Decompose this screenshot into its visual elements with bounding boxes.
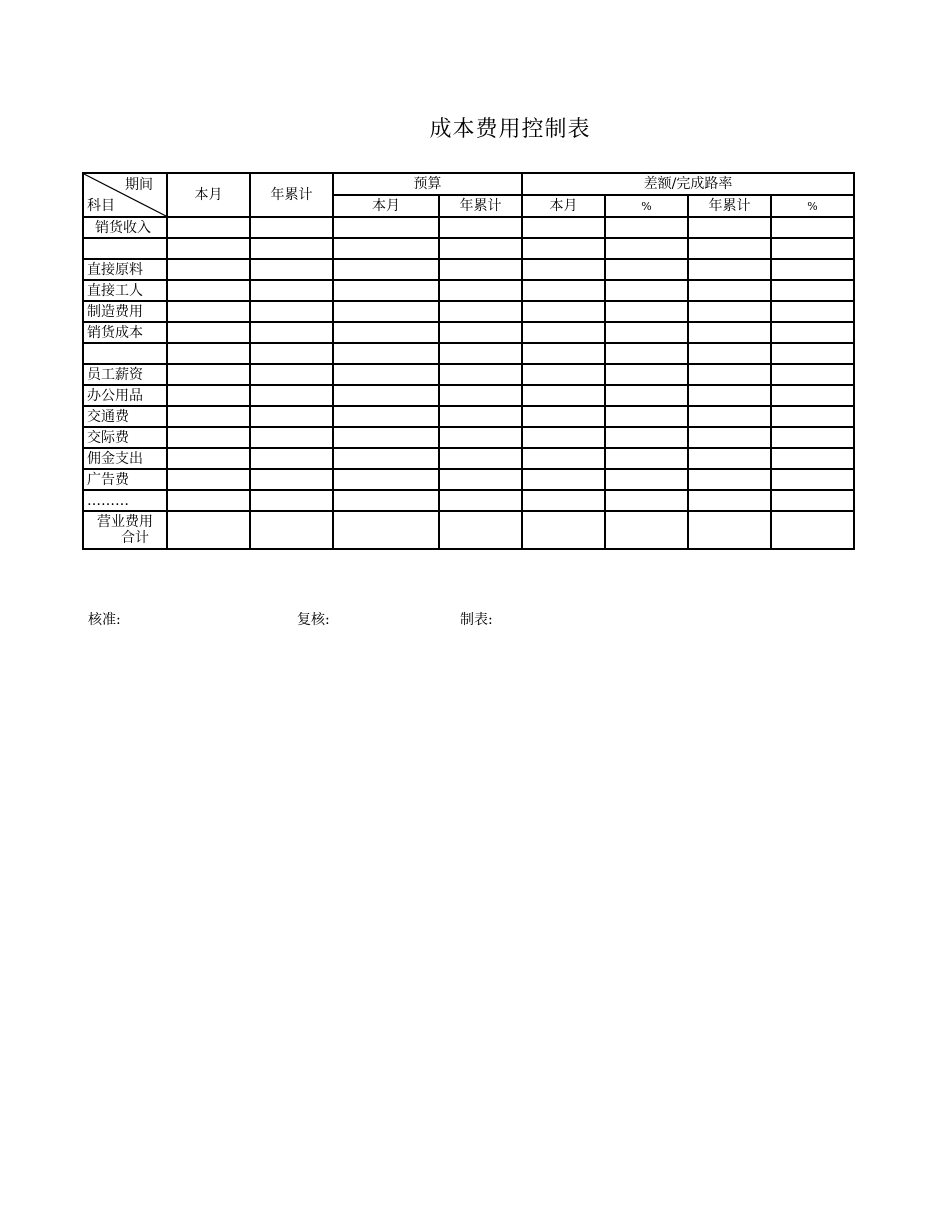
- table-cell[interactable]: [250, 448, 333, 469]
- table-cell[interactable]: [771, 280, 854, 301]
- table-cell[interactable]: [333, 406, 439, 427]
- row-label: ………: [83, 490, 167, 511]
- table-cell[interactable]: [688, 427, 771, 448]
- row-label: 销货收入: [83, 217, 167, 238]
- review-label: 复核:: [297, 612, 330, 628]
- table-cell[interactable]: [439, 490, 522, 511]
- table-cell[interactable]: [688, 280, 771, 301]
- table-cell[interactable]: [688, 301, 771, 322]
- table-body: [83, 217, 854, 511]
- table-cell[interactable]: [605, 385, 688, 406]
- table-cell[interactable]: [771, 385, 854, 406]
- table-cell[interactable]: [250, 406, 333, 427]
- table-cell[interactable]: [439, 406, 522, 427]
- table-cell[interactable]: [439, 343, 522, 364]
- table-cell[interactable]: [439, 448, 522, 469]
- table-cell[interactable]: [439, 427, 522, 448]
- table-cell[interactable]: [333, 238, 439, 259]
- table-cell[interactable]: [333, 343, 439, 364]
- table-cell[interactable]: [167, 364, 250, 385]
- table-cell[interactable]: [605, 427, 688, 448]
- table-row: [83, 322, 854, 343]
- table-cell[interactable]: [522, 343, 605, 364]
- row-label: 交通费: [83, 406, 167, 427]
- table-cell[interactable]: [250, 322, 333, 343]
- table-row: [83, 427, 854, 448]
- table-cell[interactable]: [522, 406, 605, 427]
- row-label: 广告费: [83, 469, 167, 490]
- table-row: [83, 238, 854, 259]
- table-cell[interactable]: [439, 511, 522, 549]
- table-cell[interactable]: [771, 322, 854, 343]
- table-cell[interactable]: [522, 217, 605, 238]
- table-cell[interactable]: [333, 322, 439, 343]
- table-cell[interactable]: [439, 322, 522, 343]
- table-cell[interactable]: [522, 322, 605, 343]
- table-cell[interactable]: [250, 259, 333, 280]
- table-cell[interactable]: [522, 448, 605, 469]
- period-label: 期间: [125, 177, 153, 193]
- table-cell[interactable]: [439, 217, 522, 238]
- table-cell[interactable]: [250, 364, 333, 385]
- table-cell[interactable]: [333, 490, 439, 511]
- table-cell[interactable]: [250, 280, 333, 301]
- table-cell[interactable]: [167, 469, 250, 490]
- table-cell[interactable]: [522, 469, 605, 490]
- table-row: [83, 259, 854, 280]
- table-cell[interactable]: [688, 406, 771, 427]
- table-cell[interactable]: [522, 238, 605, 259]
- table-cell[interactable]: [522, 301, 605, 322]
- table-cell[interactable]: [167, 490, 250, 511]
- table-cell[interactable]: [167, 448, 250, 469]
- table-cell[interactable]: [771, 490, 854, 511]
- table-cell[interactable]: [439, 385, 522, 406]
- table-cell[interactable]: [250, 469, 333, 490]
- table-cell[interactable]: [167, 406, 250, 427]
- table-cell[interactable]: [688, 322, 771, 343]
- table-row: [83, 406, 854, 427]
- table-cell[interactable]: [439, 364, 522, 385]
- table-cell[interactable]: [522, 364, 605, 385]
- table-cell[interactable]: [771, 448, 854, 469]
- table-cell[interactable]: [439, 469, 522, 490]
- table-cell[interactable]: [250, 427, 333, 448]
- table-cell[interactable]: [522, 427, 605, 448]
- col-header-ytd: 年累计: [250, 173, 333, 217]
- variance-ytd-header: 年累计: [688, 195, 771, 217]
- table-cell[interactable]: [167, 238, 250, 259]
- prepared-label: 制表:: [460, 612, 493, 628]
- table-cell[interactable]: [688, 217, 771, 238]
- table-cell[interactable]: [688, 385, 771, 406]
- table-cell[interactable]: [439, 280, 522, 301]
- table-row: [83, 280, 854, 301]
- table-cell[interactable]: [167, 322, 250, 343]
- row-label: 制造费用: [83, 301, 167, 322]
- table-cell[interactable]: [605, 322, 688, 343]
- total-label-line2: 合计: [121, 530, 149, 546]
- row-label: 员工薪资: [83, 364, 167, 385]
- table-cell[interactable]: [688, 490, 771, 511]
- table-cell[interactable]: [250, 385, 333, 406]
- table-cell[interactable]: [688, 364, 771, 385]
- table-cell[interactable]: [771, 427, 854, 448]
- table-row: [83, 385, 854, 406]
- table-row: [83, 448, 854, 469]
- col-header-month: 本月: [167, 173, 250, 217]
- table-cell[interactable]: [250, 343, 333, 364]
- cost-control-table: [82, 172, 855, 550]
- table-cell[interactable]: [688, 511, 771, 549]
- variance-ytd-pct-header: %: [771, 195, 854, 217]
- table-cell[interactable]: [522, 490, 605, 511]
- table-cell[interactable]: [688, 448, 771, 469]
- table-cell[interactable]: [605, 217, 688, 238]
- table-row: [83, 490, 854, 511]
- table-cell[interactable]: [688, 238, 771, 259]
- diagonal-header-cell: [83, 173, 167, 217]
- page-title: 成本费用控制表: [429, 117, 591, 142]
- table-cell[interactable]: [605, 490, 688, 511]
- table-cell[interactable]: [522, 511, 605, 549]
- table-cell[interactable]: [771, 406, 854, 427]
- table-cell[interactable]: [771, 511, 854, 549]
- row-label: [83, 238, 167, 259]
- group-header-variance: 差额/完成路率: [522, 173, 854, 195]
- table-cell[interactable]: [439, 238, 522, 259]
- variance-month-header: 本月: [522, 195, 605, 217]
- table-cell[interactable]: [250, 490, 333, 511]
- table-cell[interactable]: [333, 511, 439, 549]
- table-cell[interactable]: [605, 301, 688, 322]
- table-cell[interactable]: [605, 406, 688, 427]
- subject-label: 科目: [87, 198, 115, 214]
- table-cell[interactable]: [333, 385, 439, 406]
- table-cell[interactable]: [167, 343, 250, 364]
- table-row: [83, 343, 854, 364]
- table-cell[interactable]: [167, 280, 250, 301]
- table-cell[interactable]: [771, 469, 854, 490]
- table-cell[interactable]: [522, 280, 605, 301]
- table-cell[interactable]: [167, 427, 250, 448]
- table-cell[interactable]: [771, 217, 854, 238]
- table-cell[interactable]: [771, 259, 854, 280]
- table-cell[interactable]: [250, 217, 333, 238]
- table-cell[interactable]: [605, 511, 688, 549]
- table-row: [83, 217, 854, 238]
- table-cell[interactable]: [333, 448, 439, 469]
- table-cell[interactable]: [333, 301, 439, 322]
- table-cell[interactable]: [688, 343, 771, 364]
- table-cell[interactable]: [439, 301, 522, 322]
- table-cell[interactable]: [167, 259, 250, 280]
- table-cell[interactable]: [605, 448, 688, 469]
- table-cell[interactable]: [333, 217, 439, 238]
- table-row: [83, 469, 854, 490]
- row-label: 交际费: [83, 427, 167, 448]
- table-cell[interactable]: [439, 259, 522, 280]
- budget-ytd-header: 年累计: [439, 195, 522, 217]
- row-label: 直接原料: [83, 259, 167, 280]
- table-cell[interactable]: [605, 343, 688, 364]
- table-cell[interactable]: [688, 469, 771, 490]
- table-cell[interactable]: [250, 511, 333, 549]
- table-cell[interactable]: [333, 259, 439, 280]
- table-cell[interactable]: [250, 238, 333, 259]
- table-cell[interactable]: [250, 301, 333, 322]
- table-cell[interactable]: [771, 364, 854, 385]
- table-cell[interactable]: [771, 343, 854, 364]
- table-row: [83, 301, 854, 322]
- table-cell[interactable]: [771, 238, 854, 259]
- row-label: 佣金支出: [83, 448, 167, 469]
- table-row: [83, 364, 854, 385]
- table-cell[interactable]: [333, 469, 439, 490]
- row-label: 办公用品: [83, 385, 167, 406]
- table-cell[interactable]: [522, 385, 605, 406]
- table-cell[interactable]: [167, 301, 250, 322]
- table-cell[interactable]: [605, 259, 688, 280]
- row-label: 销货成本: [83, 322, 167, 343]
- table-row-total: [83, 511, 854, 549]
- table-cell[interactable]: [771, 301, 854, 322]
- group-header-budget: 预算: [333, 173, 522, 195]
- total-label-line1: 营业费用: [97, 514, 153, 530]
- table-cell[interactable]: [605, 280, 688, 301]
- approve-label: 核准:: [88, 612, 121, 628]
- table-cell[interactable]: [605, 469, 688, 490]
- table-cell[interactable]: [167, 217, 250, 238]
- variance-pct-header: %: [605, 195, 688, 217]
- table-cell[interactable]: [333, 427, 439, 448]
- table-cell[interactable]: [605, 238, 688, 259]
- row-label: 直接工人: [83, 280, 167, 301]
- table-cell[interactable]: [688, 259, 771, 280]
- table-cell[interactable]: [333, 364, 439, 385]
- budget-month-header: 本月: [333, 195, 439, 217]
- table-cell[interactable]: [167, 511, 250, 549]
- table-cell[interactable]: [167, 385, 250, 406]
- row-label: [83, 343, 167, 364]
- row-label-total: [83, 511, 167, 549]
- table-cell[interactable]: [333, 280, 439, 301]
- table-cell[interactable]: [522, 259, 605, 280]
- table-cell[interactable]: [605, 364, 688, 385]
